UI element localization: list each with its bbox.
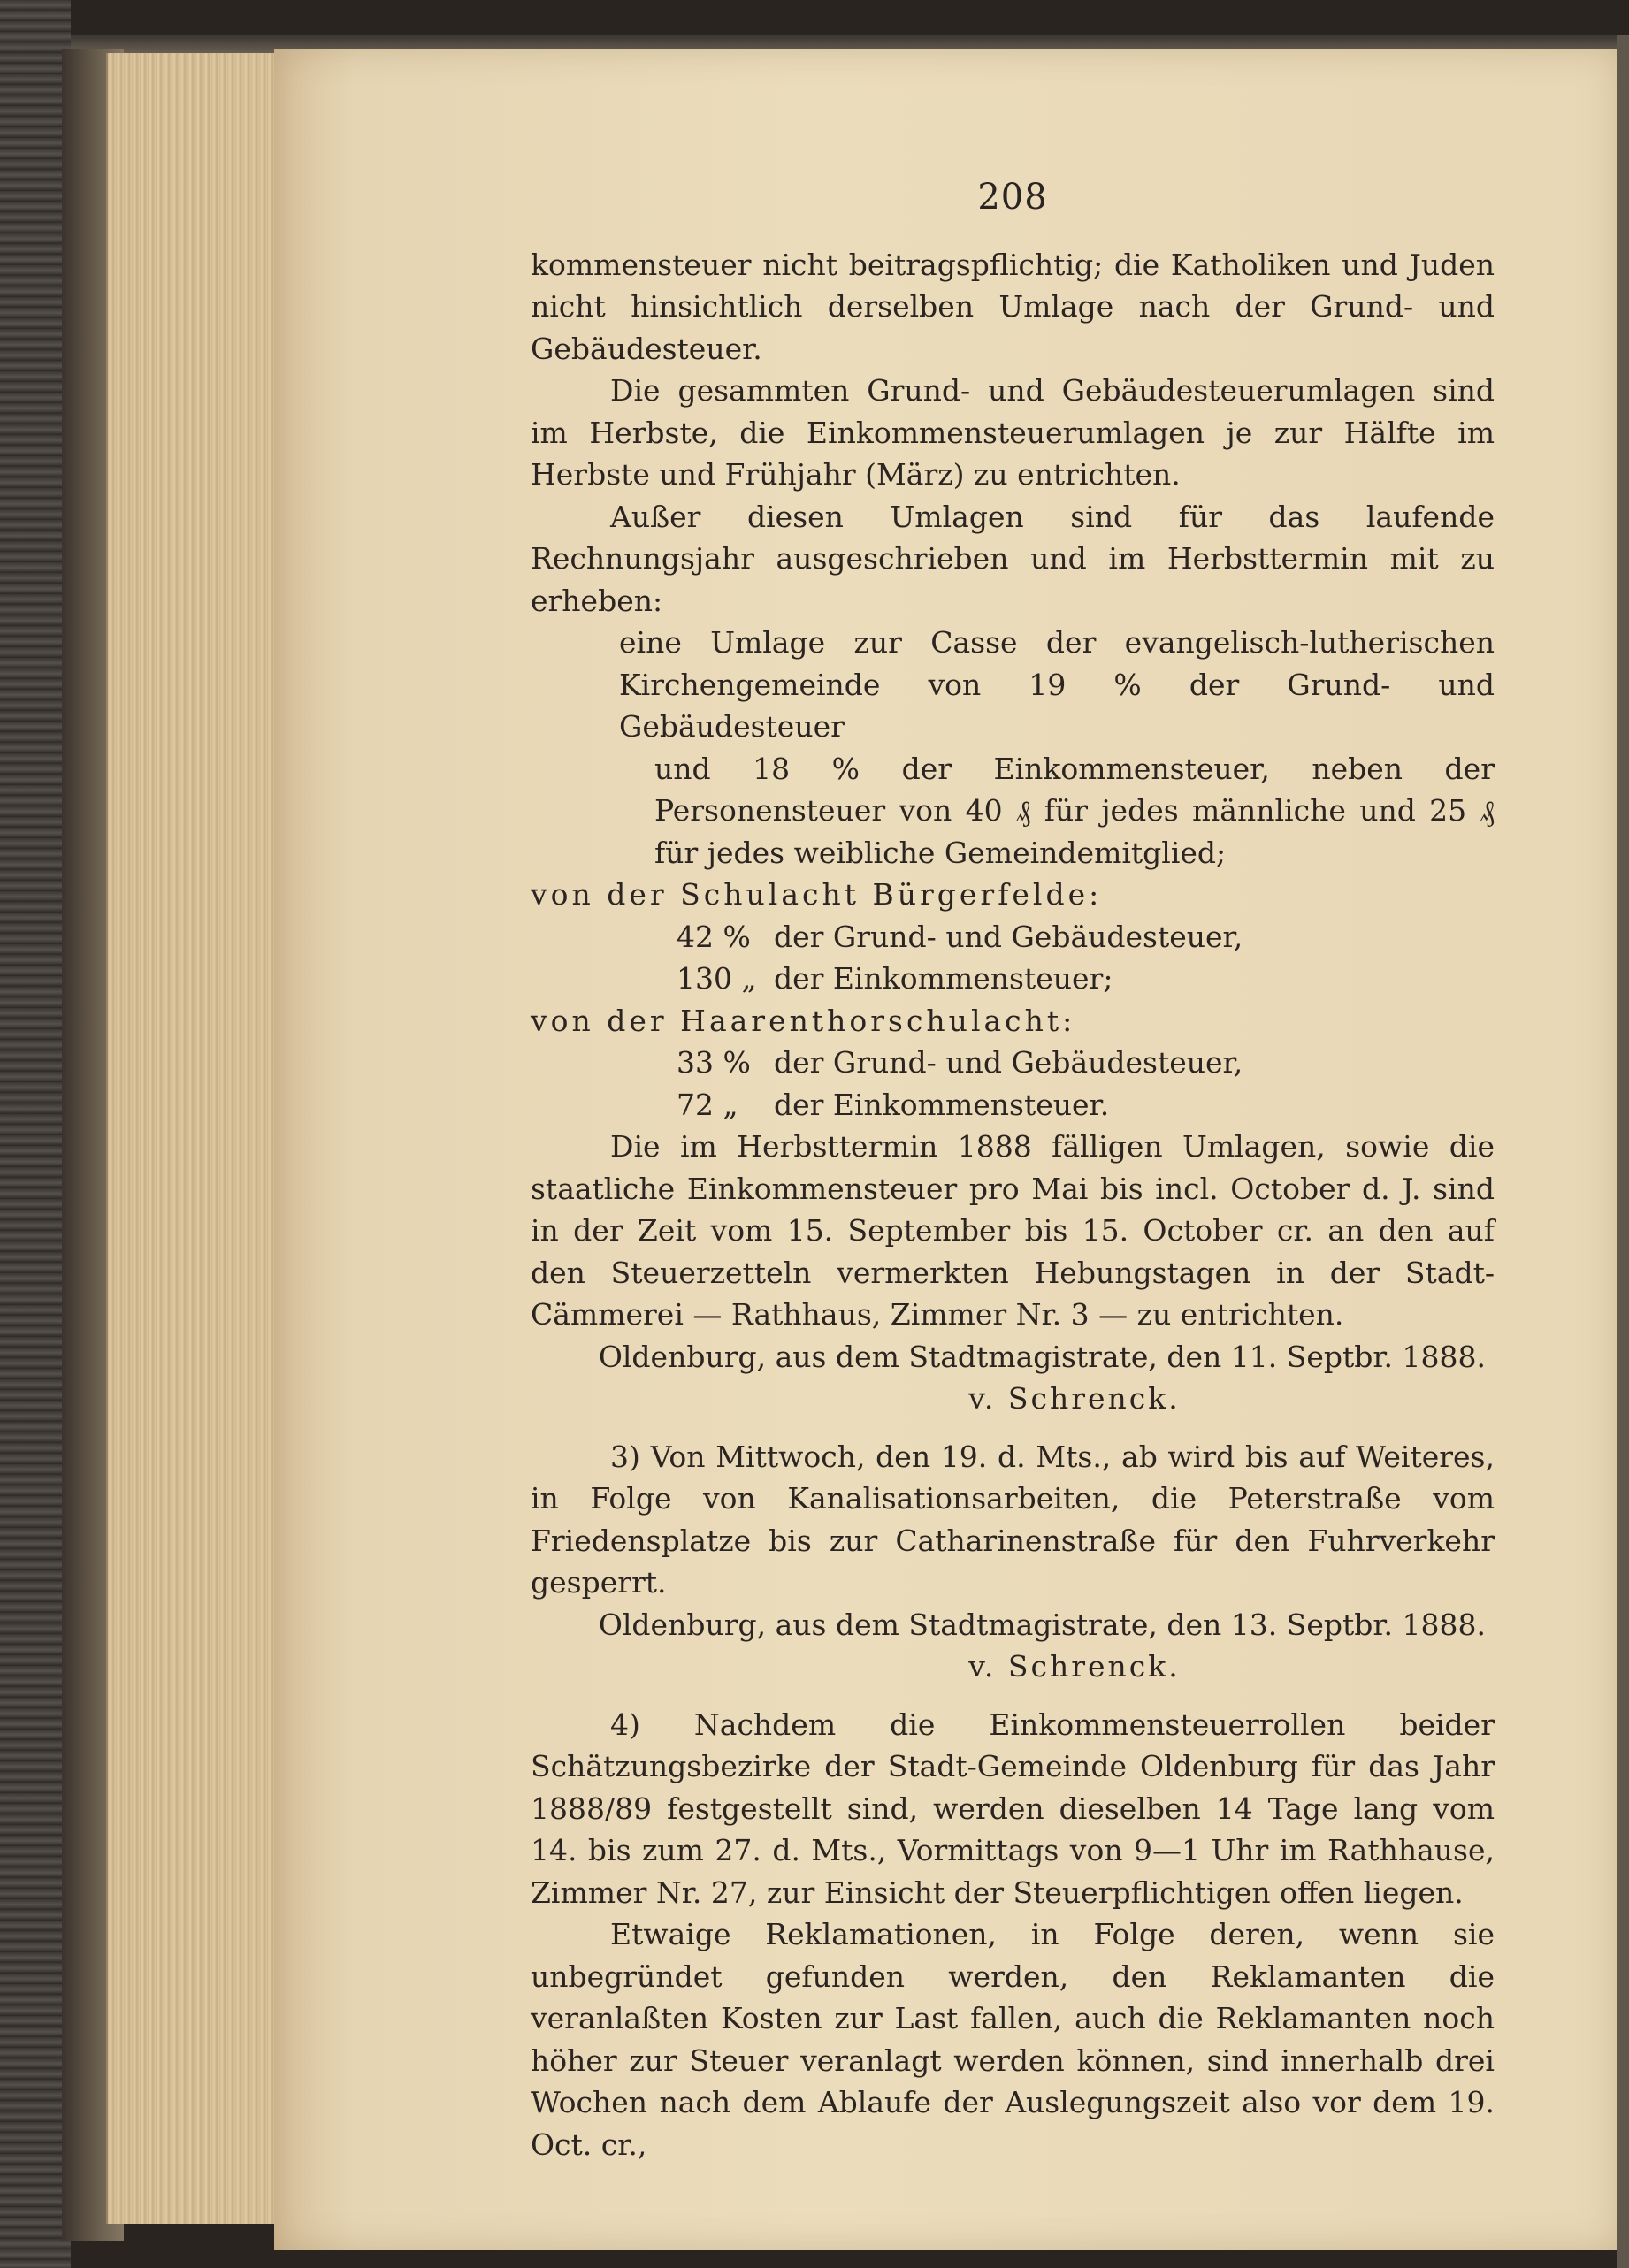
book-binding <box>0 0 71 2268</box>
paragraph-street-closure: 3) Von Mittwoch, den 19. d. Mts., ab wird bis auf Weiteres, in Folge von Kanalisationsarbeiten, die Peterstraße vom Friedensplatze bis zur Catharinenstraße für den Fuhrverkehr gesperrt. <box>531 1439 1495 1600</box>
school2-rate-line <box>531 1042 1495 1084</box>
rate-text: der Grund- und Gebäudesteuer, <box>774 1045 1243 1080</box>
paragraph-continuation: kommensteuer nicht beitragspflichtig; die Katholiken und Juden nicht hinsichtlich derselben Umlage nach der Grund- und Gebäudesteuer. <box>531 247 1495 366</box>
paragraph-church-levy-cont: und 18 % der Einkommensteuer, neben der Personensteuer von 40 ₰ für jedes männliche und 25 ₰ für jedes weibliche Gemeindemitglied; <box>654 751 1495 870</box>
rate-text: der Einkommensteuer; <box>774 961 1113 996</box>
rate-text: der Grund- und Gebäudesteuer, <box>774 919 1243 954</box>
school-heading-haarenthor: von der Haarenthorschulacht: <box>531 1003 1076 1038</box>
page-stack-edges <box>106 53 289 2224</box>
paragraph-tax-rolls: 4) Nachdem die Einkommensteuerrollen beider Schätzungsbezirke der Stadt-Gemeinde Oldenburg für das Jahr 1888/89 festgestellt sind, werden dieselben 14 Tage lang vom 14. bis zum 27. d. Mts., Vormittags von 9—1 Uhr im Rathhause, Zimmer Nr. 27, zur Einsicht der Steuerpflichtigen offen liegen. <box>531 1707 1495 1910</box>
page-number: 208 <box>977 177 1048 218</box>
page-content <box>531 177 1495 2165</box>
rate-text: der Einkommensteuer. <box>774 1087 1110 1122</box>
rate-amount: 130 „ <box>677 961 757 996</box>
school2-rate-line <box>531 1084 1495 1126</box>
place-date-line: Oldenburg, aus dem Stadtmagistrate, den 11. Septbr. 1888. <box>598 1339 1486 1374</box>
signature: v. Schrenck. <box>968 1381 1181 1416</box>
school-heading-buergerfelde: von der Schulacht Bürgerfelde: <box>531 877 1103 912</box>
place-date-line: Oldenburg, aus dem Stadtmagistrate, den 13. Septbr. 1888. <box>598 1607 1486 1642</box>
signature: v. Schrenck. <box>968 1649 1181 1684</box>
school1-rate-line <box>531 958 1495 1000</box>
school1-rate-line <box>531 916 1495 958</box>
rate-amount: 72 „ <box>677 1087 738 1122</box>
paragraph-collection: Die gesammten Grund- und Gebäudesteuerumlagen sind im Herbste, die Einkommensteuerumlagen je zur Hälfte im Herbste und Frühjahr (März) zu entrichten. <box>531 373 1495 492</box>
paragraph-additional-levies: Außer diesen Umlagen sind für das laufende Rechnungsjahr ausgeschrieben und im Herbsttermin mit zu erheben: <box>531 499 1495 618</box>
paragraph-reclamations: Etwaige Reklamationen, in Folge deren, wenn sie unbegründet gefunden werden, den Reklamanten die veranlaßten Kosten zur Last fallen, auch die Reklamanten noch höher zur Steuer veranlagt werden können, sind innerhalb drei Wochen nach dem Ablaufe der Auslegungszeit also vor dem 19. Oct. cr., <box>531 1917 1495 2162</box>
paragraph-payment-dates: Die im Herbsttermin 1888 fälligen Umlagen, sowie die staatliche Einkommensteuer pro Mai bis incl. October d. J. sind in der Zeit vom 15. September bis 15. October cr. an den auf den Steuerzetteln vermerkten Hebungstagen in der Stadt-Cämmerei — Rathhaus, Zimmer Nr. 3 — zu entrichten. <box>531 1129 1495 1332</box>
paragraph-church-levy: eine Umlage zur Casse der evangelisch-lutherischen Kirchengemeinde von 19 % der Grund- und Gebäudesteuer <box>619 625 1495 744</box>
rate-amount: 42 % <box>677 919 751 954</box>
rate-amount: 33 % <box>677 1045 751 1080</box>
book-right-edge <box>1617 35 1629 2268</box>
